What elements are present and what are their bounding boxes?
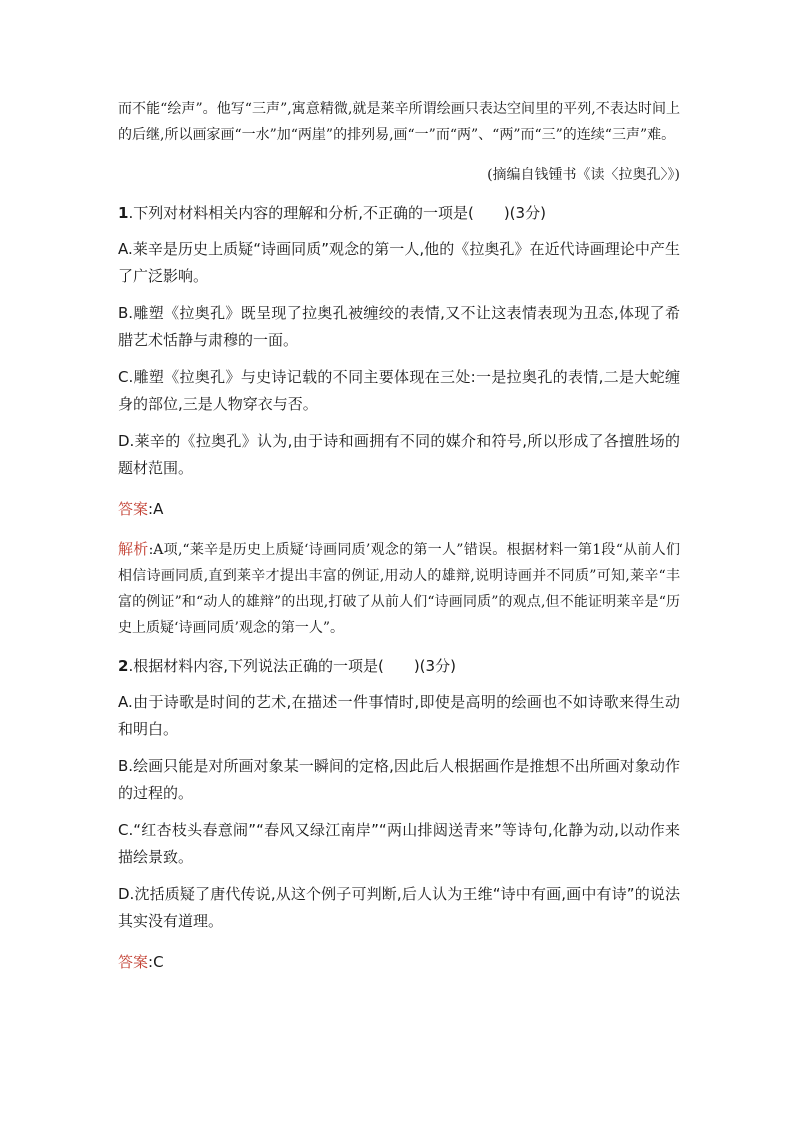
question-1-analysis <box>118 536 680 641</box>
question-1-option-c: C.雕塑《拉奥孔》与史诗记载的不同主要体现在三处:一是拉奥孔的表情,二是大蛇缠身的部位,三是人物穿衣与否。 <box>118 368 680 413</box>
answer-label: 答案 <box>118 500 149 518</box>
question-2-option-c: C.“红杏枝头春意闹”“春风又绿江南岸”“两山排闼送青来”等诗句,化静为动,以动作来描绘景致。 <box>118 821 680 866</box>
question-1-text: .下列对材料相关内容的理解和分析,不正确的一项是( )(3分) <box>128 204 546 222</box>
answer-value: :C <box>148 953 164 971</box>
question-2-text: .根据材料内容,下列说法正确的一项是( )(3分) <box>128 657 456 675</box>
question-1-answer <box>118 496 680 522</box>
question-1-number: 1 <box>118 204 129 222</box>
question-1-option-d: D.莱辛的《拉奥孔》认为,由于诗和画拥有不同的媒介和符号,所以形成了各擅胜场的题材范围。 <box>118 432 680 477</box>
analysis-label: 解析 <box>118 540 149 558</box>
passage-text: 而不能“绘声”。他写“三声”,寓意精微,就是莱辛所谓绘画只表达空间里的平列,不表达时间上的后继,所以画家画“一水”加“两崖”的排列易,画“一”而“两”、“两”而“三”的连续“三声”难。 <box>118 101 680 143</box>
question-1-option-a: A.莱辛是历史上质疑“诗画同质”观念的第一人,他的《拉奥孔》在近代诗画理论中产生了广泛影响。 <box>118 240 680 285</box>
answer-label: 答案 <box>118 953 149 971</box>
question-2 <box>118 653 680 679</box>
question-2-number: 2 <box>118 657 129 675</box>
question-2-option-d: D.沈括质疑了唐代传说,从这个例子可判断,后人认为王维“诗中有画,画中有诗”的说法其实没有道理。 <box>118 885 680 930</box>
question-2-option-b: B.绘画只能是对所画对象某一瞬间的定格,因此后人根据画作是推想不出所画对象动作的过程的。 <box>118 757 680 802</box>
question-2-option-a: A.由于诗歌是时间的艺术,在描述一件事情时,即使是高明的绘画也不如诗歌来得生动和明白。 <box>118 693 680 738</box>
analysis-text: :A项,“莱辛是历史上质疑‘诗画同质’观念的第一人”错误。根据材料一第1段“从前人们相信诗画同质,直到莱辛才提出丰富的例证,用动人的雄辩,说明诗画并不同质”可知,莱辛“丰富的例证”和“动人的雄辩”的出现,打破了从前人们“诗画同质”的观点,但不能证明莱辛是“历史上质疑‘诗画同质’观念的第一人”。 <box>118 542 680 636</box>
document-page <box>118 96 680 975</box>
question-2-answer <box>118 949 680 975</box>
passage-source: (摘编自钱锺书《读〈拉奥孔〉》) <box>487 167 680 183</box>
question-1 <box>118 200 680 226</box>
question-1-option-b: B.雕塑《拉奥孔》既呈现了拉奥孔被缠绞的表情,又不让这表情表现为丑态,体现了希腊艺术恬静与肃穆的一面。 <box>118 304 680 349</box>
answer-value: :A <box>148 500 164 518</box>
